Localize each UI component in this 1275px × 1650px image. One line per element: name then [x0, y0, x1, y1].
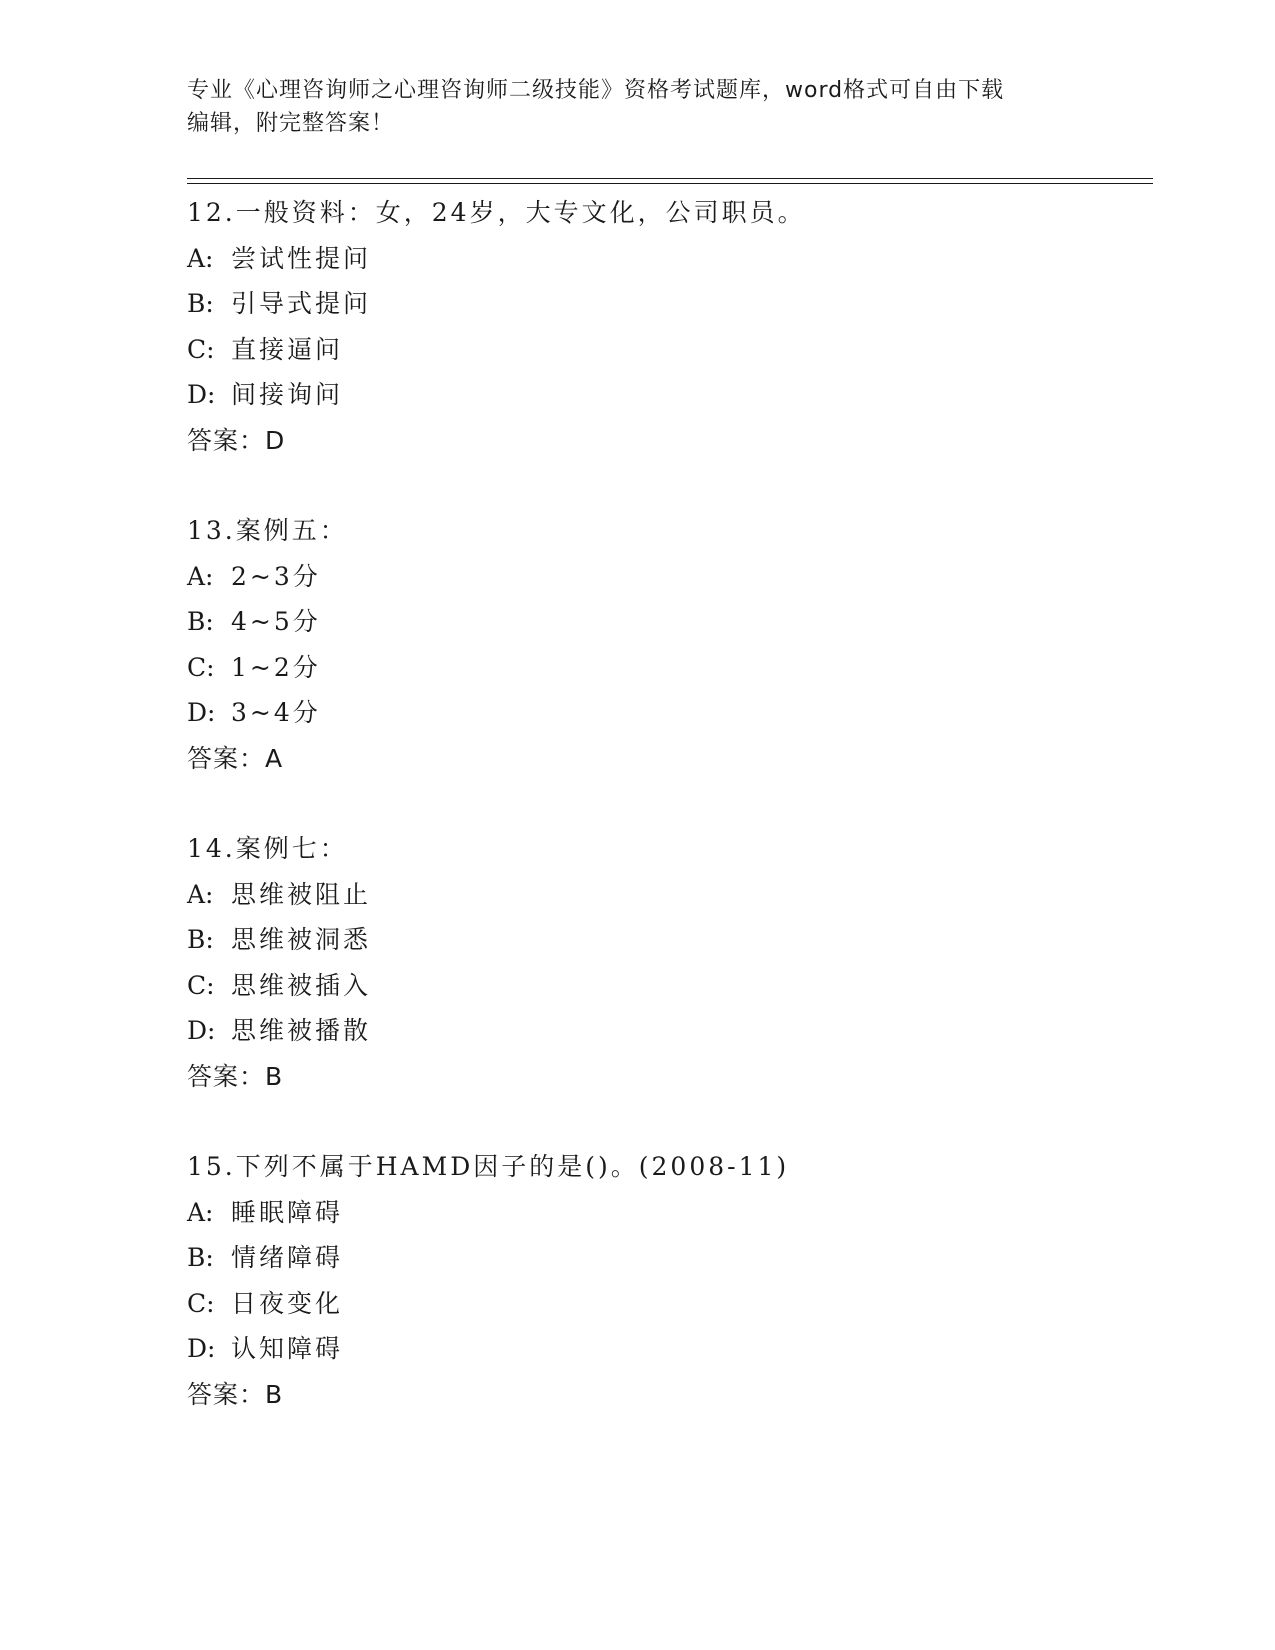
option-c: [187, 327, 1153, 373]
option-letter: D:: [187, 1016, 216, 1045]
option-letter: B:: [187, 925, 214, 954]
option-letter: B:: [187, 1243, 214, 1272]
question-stem: 13.案例五：: [187, 516, 348, 545]
question-13: [187, 508, 1153, 781]
option-text: 思维被插入: [231, 970, 372, 1000]
option-text: 认知障碍: [231, 1334, 344, 1363]
option-a: [187, 236, 1153, 282]
question-stem: 12.一般资料：女，24岁，大专文化，公司职员。: [187, 198, 806, 227]
option-b: [187, 917, 1153, 963]
option-text: 睡眠障碍: [231, 1197, 344, 1227]
answer-line: 答案：B: [187, 1061, 284, 1091]
question-14: [187, 826, 1153, 1099]
option-letter: C:: [187, 334, 215, 364]
option-a: [187, 1190, 1153, 1236]
option-text: 思维被洞悉: [231, 925, 372, 954]
option-letter: B:: [187, 607, 214, 636]
option-letter: D:: [187, 1334, 216, 1363]
option-text: 情绪障碍: [231, 1243, 344, 1272]
option-d: [187, 1326, 1153, 1372]
option-d: [187, 372, 1153, 418]
option-c: [187, 963, 1153, 1009]
question-12: [187, 190, 1153, 463]
option-c: [187, 645, 1153, 691]
option-letter: C:: [187, 1288, 215, 1318]
answer-line: 答案：A: [187, 743, 284, 773]
option-d: [187, 1008, 1153, 1054]
option-a: [187, 872, 1153, 918]
header-line-2: 编辑，附完整答案！: [187, 111, 395, 136]
answer-line: 答案：B: [187, 1379, 284, 1409]
option-text: 直接逼问: [231, 334, 344, 364]
option-b: [187, 599, 1153, 645]
option-letter: A:: [187, 879, 214, 909]
question-stem: 15.下列不属于HAMD因子的是()。(2008-11): [187, 1152, 790, 1181]
option-letter: C:: [187, 652, 215, 682]
option-text: 引导式提问: [231, 289, 372, 318]
option-text: 1~2分: [231, 652, 321, 682]
option-text: 3~4分: [231, 698, 321, 727]
option-letter: D:: [187, 698, 216, 727]
question-15: [187, 1144, 1153, 1417]
option-text: 日夜变化: [231, 1288, 344, 1318]
option-letter: C:: [187, 970, 215, 1000]
option-d: [187, 690, 1153, 736]
option-a: [187, 554, 1153, 600]
option-letter: D:: [187, 380, 216, 409]
option-c: [187, 1281, 1153, 1327]
question-list: [187, 190, 1153, 1462]
header-divider-top: [187, 178, 1153, 179]
option-text: 尝试性提问: [231, 243, 372, 273]
option-text: 4~5分: [231, 607, 321, 636]
header-line-1: 专业《心理咨询师之心理咨询师二级技能》资格考试题库，word格式可自由下载: [187, 78, 1005, 103]
option-letter: B:: [187, 289, 214, 318]
document-header: [187, 74, 1087, 140]
option-letter: A:: [187, 243, 214, 273]
option-letter: A:: [187, 1197, 214, 1227]
option-letter: A:: [187, 561, 214, 591]
answer-line: 答案：D: [187, 425, 286, 455]
option-text: 2~3分: [231, 561, 321, 591]
question-stem: 14.案例七：: [187, 834, 348, 863]
option-text: 思维被播散: [231, 1016, 372, 1045]
option-b: [187, 281, 1153, 327]
option-text: 思维被阻止: [231, 879, 372, 909]
option-b: [187, 1235, 1153, 1281]
option-text: 间接询问: [231, 380, 344, 409]
header-divider-bottom: [187, 183, 1153, 184]
